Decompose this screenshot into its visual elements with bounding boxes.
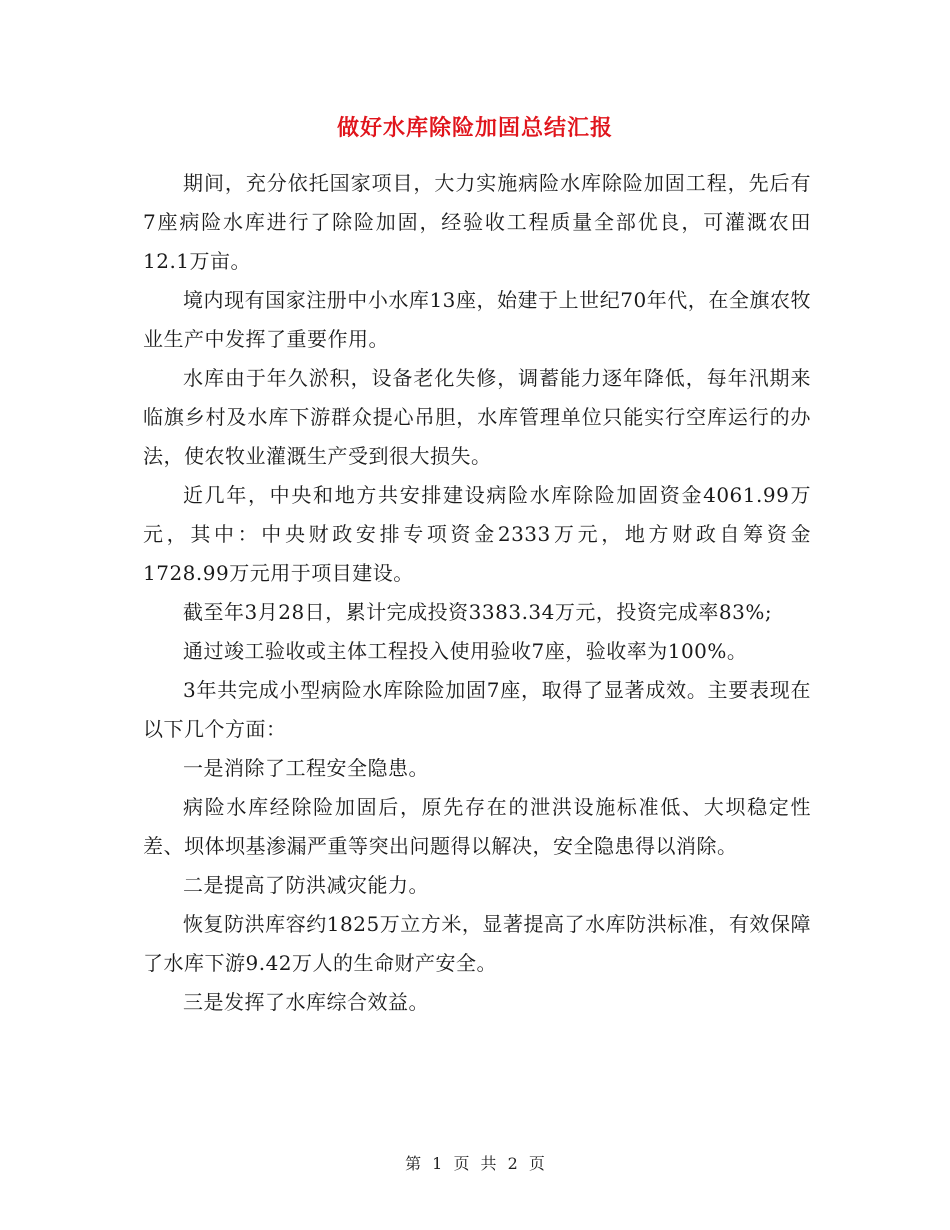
paragraph: 一是消除了工程安全隐患。 xyxy=(183,756,429,780)
paragraph: 三是发挥了水库综合效益。 xyxy=(183,990,429,1014)
paragraph: 期间，充分依托国家项目，大力实施病险水库除险加固工程，先后有7座病险水库进行了除险加固，经验收工程质量全部优良，可灌溉农田12.1万亩。 xyxy=(143,171,811,273)
paragraph: 恢复防洪库容约1825万立方米，显著提高了水库防洪标准，有效保障了水库下游9.42万人的生命财产安全。 xyxy=(143,912,811,975)
document-title: 做好水库除险加固总结汇报 xyxy=(336,115,613,141)
paragraph: 3年共完成小型病险水库除险加固7座，取得了显著成效。主要表现在以下几个方面： xyxy=(143,678,811,741)
paragraph: 境内现有国家注册中小水库13座，始建于上世纪70年代，在全旗农牧业生产中发挥了重要作用。 xyxy=(143,288,811,351)
document-body xyxy=(143,164,811,1022)
paragraph: 通过竣工验收或主体工程投入使用验收7座，验收率为100%。 xyxy=(183,639,748,663)
paragraph: 近几年，中央和地方共安排建设病险水库除险加固资金4061.99万元，其中：中央财政安排专项资金2333万元，地方财政自筹资金1728.99万元用于项目建设。 xyxy=(143,483,811,585)
paragraph: 病险水库经除险加固后，原先存在的泄洪设施标准低、大坝稳定性差、坝体坝基渗漏严重等突出问题得以解决，安全隐患得以消除。 xyxy=(143,795,811,858)
paragraph: 二是提高了防洪减灾能力。 xyxy=(183,873,429,897)
page-footer: 第 1 页 共 2 页 xyxy=(405,1154,545,1173)
paragraph: 水库由于年久淤积，设备老化失修，调蓄能力逐年降低，每年汛期来临旗乡村及水库下游群众提心吊胆，水库管理单位只能实行空库运行的办法，使农牧业灌溉生产受到很大损失。 xyxy=(143,366,811,468)
paragraph: 截至年3月28日，累计完成投资3383.34万元，投资完成率83%; xyxy=(183,600,773,624)
